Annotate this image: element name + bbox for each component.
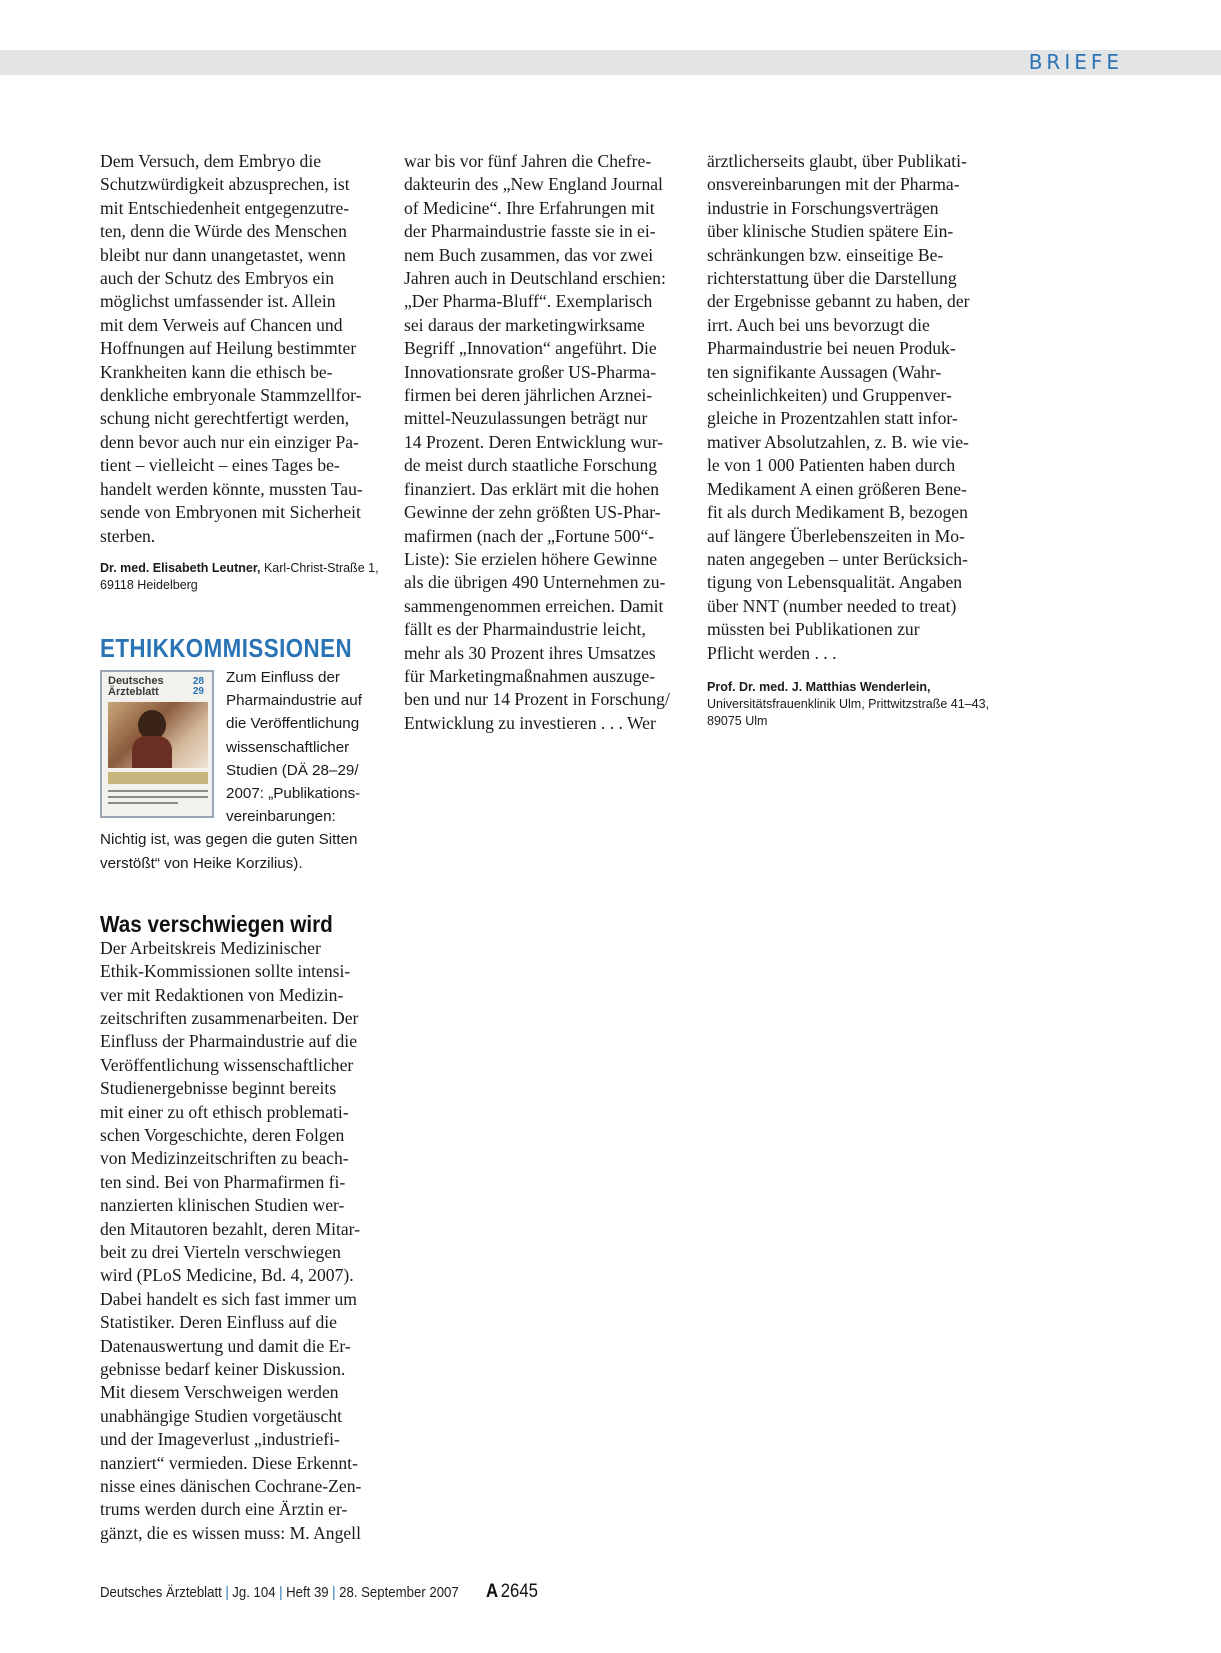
- text-line: le von 1 000 Patienten haben durch: [707, 455, 956, 476]
- page-number: [486, 1582, 538, 1602]
- text-line: bleibt nur dann unangetastet, wenn: [100, 244, 346, 265]
- text-line: über NNT (number needed to treat): [707, 595, 957, 616]
- text-line: mit einer zu oft ethisch problemati-: [100, 1101, 349, 1122]
- text-line: war bis vor fünf Jahren die Chefre-: [404, 151, 652, 171]
- text-line: mehr als 30 Prozent ihres Umsatzes: [404, 642, 656, 663]
- text-line: schränkungen bzw. einseitige Be-: [707, 244, 944, 265]
- reference-line: Pharmaindustrie auf: [226, 692, 362, 710]
- reference-line: Zum Einfluss der: [226, 668, 340, 686]
- letter-2-body-continued: [404, 150, 690, 735]
- column-1: [100, 150, 386, 1545]
- text-line: sende von Embryonen mit Sicherheit: [100, 502, 361, 523]
- text-line: Studienergebnisse beginnt bereits: [100, 1078, 337, 1099]
- text-line: of Medicine“. Ihre Erfahrungen mit: [404, 197, 655, 218]
- cover-title: Deutsches Ärzteblatt: [108, 674, 164, 698]
- text-line: Ethik-Kommissionen sollte intensi-: [100, 961, 351, 982]
- text-line: sei daraus der marketingwirksame: [404, 314, 645, 335]
- text-line: als die übrigen 490 Unternehmen zu-: [404, 572, 666, 593]
- text-line: unabhängige Studien vorgetäuscht: [100, 1405, 343, 1426]
- text-line: wird (PLoS Medicine, Bd. 4, 2007).: [100, 1265, 354, 1286]
- text-line: Datenauswertung und damit die Er-: [100, 1335, 351, 1356]
- letter-3-body: [707, 150, 999, 665]
- cover-text-line: [108, 790, 208, 792]
- letter-2-title: Was verschwiegen wird: [100, 910, 333, 937]
- footer-citation: Deutsches Ärzteblatt | Jg. 104 | Heft 39 | 28. September 2007: [100, 1584, 459, 1601]
- text-line: Einfluss der Pharmaindustrie auf die: [100, 1031, 357, 1052]
- text-line: richterstattung über die Darstellung: [707, 268, 957, 289]
- text-line: Jahren auch in Deutschland erschien:: [404, 268, 666, 289]
- section-label: BRIEFE: [1028, 50, 1123, 74]
- text-line: nanzierten klinischen Studien wer-: [100, 1195, 345, 1216]
- text-line: fit als durch Medikament B, bezogen: [707, 502, 968, 523]
- text-line: denkliche embryonale Stammzellfor-: [100, 385, 362, 406]
- text-line: naten angegeben – unter Berücksich-: [707, 548, 968, 569]
- letter-1-body: [100, 150, 386, 548]
- text-line: mativer Absolutzahlen, z. B. wie vie-: [707, 431, 969, 452]
- text-line: finanziert. Das erklärt mit die hohen: [404, 478, 660, 499]
- cover-issue-number: 28 29: [192, 675, 204, 697]
- reference-line: verstößt“ von Heike Korzilius).: [100, 854, 303, 872]
- text-line: Pflicht werden . . .: [707, 642, 837, 663]
- text-line: Entwicklung zu investieren . . . Wer: [404, 712, 656, 733]
- text-line: ben und nur 14 Prozent in Forschung/: [404, 689, 670, 710]
- footer-date: 28. September 2007: [339, 1584, 459, 1601]
- text-line: nisse eines dänischen Cochrane-Zen-: [100, 1476, 362, 1497]
- cover-text-line: [108, 796, 208, 798]
- text-line: nem Buch zusammen, das vor zwei: [404, 244, 654, 265]
- text-line: für Marketingmaßnahmen auszuge-: [404, 665, 656, 686]
- text-line: Der Arbeitskreis Medizinischer: [100, 937, 321, 958]
- text-line: tigung von Lebensqualität. Angaben: [707, 572, 963, 593]
- text-line: handelt werden könnte, mussten Tau-: [100, 478, 363, 499]
- text-line: auch der Schutz des Embryos ein: [100, 268, 335, 289]
- page-prefix: A: [486, 1581, 499, 1602]
- text-line: schen Vorgeschichte, deren Folgen: [100, 1124, 345, 1145]
- text-line: Dabei handelt es sich fast immer um: [100, 1288, 357, 1309]
- signature-address: Universitätsfrauenklinik Ulm, Prittwitzstraße 41–43,: [707, 696, 990, 711]
- signature-address-city: 89075 Ulm: [707, 713, 768, 728]
- text-line: den Mitautoren bezahlt, deren Mitar-: [100, 1218, 361, 1239]
- text-line: beit zu drei Vierteln verschwiegen: [100, 1242, 341, 1263]
- text-line: Schutzwürdigkeit abzusprechen, ist: [100, 174, 350, 195]
- text-line: firmen bei deren jährlichen Arznei-: [404, 385, 653, 406]
- text-line: nanziert“ vermieden. Diese Erkennt-: [100, 1452, 358, 1473]
- text-line: der Ergebnisse gebannt zu haben, der: [707, 291, 970, 312]
- column-3: [707, 150, 999, 730]
- text-line: mittel-Neuzulassungen beträgt nur: [404, 408, 648, 429]
- section-heading: ETHIKKOMMISSIONEN: [100, 632, 353, 663]
- text-line: Liste): Sie erzielen höhere Gewinne: [404, 548, 658, 569]
- text-line: müssten bei Publikationen zur: [707, 619, 920, 640]
- signature-address: Karl-Christ-Straße 1,: [260, 560, 379, 575]
- letter-3-signature: [707, 679, 999, 730]
- footer-issue: Heft 39: [286, 1584, 329, 1601]
- text-line: ärztlicherseits glaubt, über Publikati-: [707, 151, 967, 171]
- text-line: Dem Versuch, dem Embryo die: [100, 151, 322, 171]
- reference-line: die Veröffentlichung: [226, 715, 360, 733]
- text-line: ten signifikante Aussagen (Wahr-: [707, 361, 942, 382]
- text-line: de meist durch staatliche Forschung: [404, 455, 658, 476]
- text-line: 14 Prozent. Deren Entwicklung wur-: [404, 431, 664, 452]
- text-line: über klinische Studien spätere Ein-: [707, 221, 954, 242]
- text-line: tient – vielleicht – eines Tages be-: [100, 455, 340, 476]
- reference-block: [100, 666, 386, 875]
- text-line: schung nicht gerechtfertigt werden,: [100, 408, 350, 429]
- text-line: fällt es der Pharmaindustrie leicht,: [404, 619, 646, 640]
- column-2: [404, 150, 690, 735]
- text-line: scheinlichkeiten) und Gruppenver-: [707, 385, 952, 406]
- text-line: gleiche in Prozentzahlen statt infor-: [707, 408, 958, 429]
- text-line: onsvereinbarungen mit der Pharma-: [707, 174, 960, 195]
- text-line: von Medizinzeitschriften zu beach-: [100, 1148, 349, 1169]
- text-line: mit dem Verweis auf Chancen und: [100, 314, 343, 335]
- reference-line: Studien (DÄ 28–29/: [226, 761, 359, 779]
- text-line: sammengenommen erreichen. Damit: [404, 595, 664, 616]
- text-line: gebnisse bedarf keiner Diskussion.: [100, 1359, 346, 1380]
- text-line: mafirmen (nach der „Fortune 500“-: [404, 525, 655, 546]
- text-line: irrt. Auch bei uns bevorzugt die: [707, 314, 930, 335]
- cover-photo: [108, 702, 208, 768]
- cover-text-line: [108, 802, 178, 804]
- letter-1-signature: [100, 560, 386, 594]
- text-line: „Der Pharma-Bluff“. Exemplarisch: [404, 291, 653, 312]
- signature-name: Dr. med. Elisabeth Leutner,: [100, 560, 261, 575]
- text-line: möglichst umfassender ist. Allein: [100, 291, 336, 312]
- text-line: Medikament A einen größeren Bene-: [707, 478, 967, 499]
- text-line: ver mit Redaktionen von Medizin-: [100, 984, 344, 1005]
- reference-line: 2007: „Publikations-: [226, 784, 361, 802]
- reference-line: wissenschaftlicher: [226, 738, 350, 756]
- footer-journal: Deutsches Ärzteblatt: [100, 1584, 222, 1601]
- text-line: Begriff „Innovation“ angeführt. Die: [404, 338, 657, 359]
- page-number-value: 2645: [500, 1581, 538, 1602]
- reference-line: vereinbarungen:: [226, 808, 336, 826]
- text-line: Krankheiten kann die ethisch be-: [100, 361, 333, 382]
- text-line: dakteurin des „New England Journal: [404, 174, 663, 195]
- letter-2-body: [100, 937, 386, 1546]
- text-line: trums werden durch eine Ärztin er-: [100, 1499, 348, 1520]
- text-line: gänzt, die es wissen muss: M. Angell: [100, 1522, 361, 1543]
- text-line: Statistiker. Deren Einfluss auf die: [100, 1312, 337, 1333]
- text-line: zeitschriften zusammenarbeiten. Der: [100, 1007, 359, 1028]
- footer-volume: Jg. 104: [232, 1584, 276, 1601]
- cover-band: [108, 772, 208, 784]
- text-line: sterben.: [100, 525, 156, 546]
- text-line: auf längere Überlebenszeiten in Mo-: [707, 525, 965, 546]
- text-line: Pharmaindustrie bei neuen Produk-: [707, 338, 956, 359]
- text-line: Hoffnungen auf Heilung bestimmter: [100, 338, 357, 359]
- signature-address-city: 69118 Heidelberg: [100, 577, 198, 592]
- text-line: Veröffentlichung wissenschaftlicher: [100, 1054, 354, 1075]
- text-line: Gewinne der zehn größten US-Phar-: [404, 502, 661, 523]
- text-line: Mit diesem Verschweigen werden: [100, 1382, 339, 1403]
- text-line: der Pharmaindustrie fasste sie in ei-: [404, 221, 656, 242]
- text-line: industrie in Forschungsverträgen: [707, 197, 939, 218]
- text-line: mit Entschiedenheit entgegenzutre-: [100, 197, 350, 218]
- text-line: denn bevor auch nur ein einziger Pa-: [100, 431, 359, 452]
- text-line: Innovationsrate großer US-Pharma-: [404, 361, 657, 382]
- reference-line: Nichtig ist, was gegen die guten Sitten: [100, 831, 358, 849]
- signature-name: Prof. Dr. med. J. Matthias Wenderlein,: [707, 679, 931, 694]
- text-line: und der Imageverlust „industriefi-: [100, 1429, 340, 1450]
- text-line: ten sind. Bei von Pharmafirmen fi-: [100, 1171, 346, 1192]
- magazine-cover-image: [100, 670, 214, 818]
- text-line: ten, denn die Würde des Menschen: [100, 221, 347, 242]
